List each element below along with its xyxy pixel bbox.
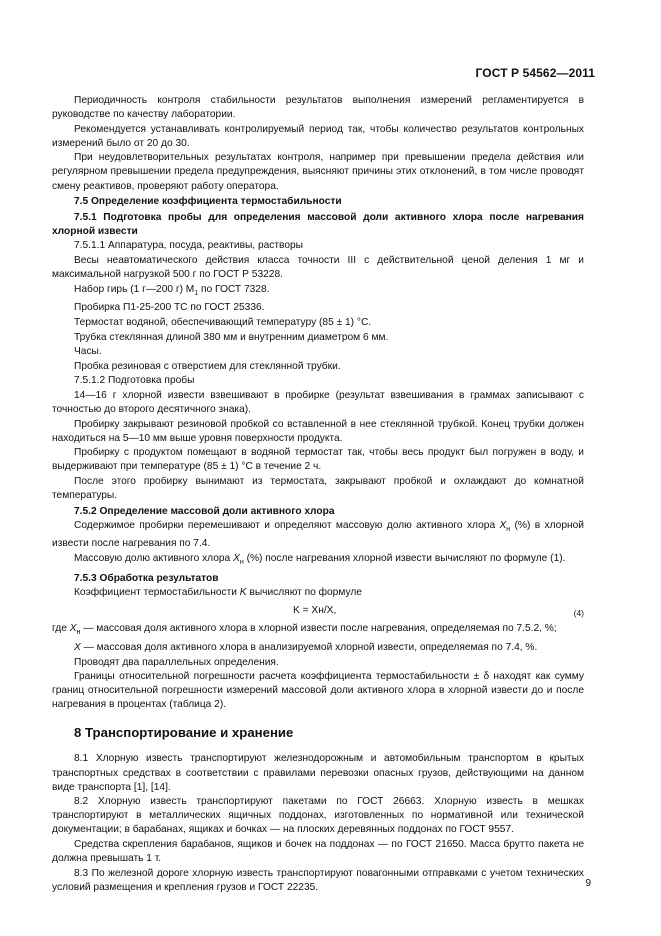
section-heading-7-5-3: 7.5.3 Обработка результатов <box>74 572 219 584</box>
equipment-item: Пробирка П1-25-200 ТС по ГОСТ 25336. <box>74 302 265 314</box>
document-code-header: ГОСТ Р 54562—2011 <box>475 66 595 80</box>
paragraph: Массовую долю активного хлора $X_н$ (%) после нагревания хлорной извести вычисляют по формуле (1). <box>74 552 566 566</box>
equipment-item: Весы неавтоматического действия класса точности III с действительной ценой деления 1 мг и максимальной нагрузкой 500 г по ГОСТ Р 53228. <box>52 255 584 281</box>
paragraph: Содержимое пробирки перемешивают и определяют массовую долю активного хлора $X_н$ (%) в хлорной извести после нагревания по 7.4. <box>52 520 584 550</box>
paragraph: При неудовлетворительных результатах контроля, например при превышении предела действия или регулярном превышении предела предупреждения, выясняют причины этих отклонений, в том числе проводят смену реактивов, проверяют работу оператора. <box>52 152 584 192</box>
paragraph: 8.2 Хлорную известь транспортируют пакетами по ГОСТ 26663. Хлорную известь в мешках транспортируют в металлических ящичных поддонах, изготовленных по нормативной или технической документации; в барабанах, ящиках и бочках — на плоских деревянных поддонах по ГОСТ 9557. <box>52 796 584 836</box>
paragraph: Пробирку закрывают резиновой пробкой со вставленной в нее стеклянной трубкой. Конец трубки должен находиться на 5—10 мм выше уровня поверхности продукта. <box>52 418 584 444</box>
paragraph: Проводят два параллельных определения. <box>74 656 279 668</box>
paragraph: Границы относительной погрешности расчета коэффициента термостабильности ± δ находят как сумму границ относительной погрешности измерений массовой доли активного хлора в хлорной извести до и после нагревания в процентах (таблица 2). <box>52 671 584 711</box>
section-heading-7-5-2: 7.5.2 Определение массовой доли активного хлора <box>74 505 335 517</box>
paragraph: 14—16 г хлорной извести взвешивают в пробирке (результат взвешивания в граммах записывают с точностью до второго десятичного знака). <box>52 389 584 415</box>
section-heading-7-5-1: 7.5.1 Подготовка пробы для определения массовой доли активного хлора после нагревания хлорной извести <box>52 211 584 237</box>
formula-4 <box>52 602 584 620</box>
page-number: 9 <box>585 878 591 889</box>
paragraph: Средства скрепления барабанов, ящиков и бочек на поддонах — по ГОСТ 21650. Масса брутто пакета не должна превышать 1 т. <box>52 839 584 865</box>
paragraph: Периодичность контроля стабильности результатов выполнения измерений регламентируется в руководстве по качеству лаборатории. <box>52 95 584 121</box>
subsection-7-5-1-1: 7.5.1.1 Аппаратура, посуда, реактивы, растворы <box>74 240 304 252</box>
paragraph: Рекомендуется устанавливать контролируемый период так, чтобы количество результатов контрольных измерений было от 20 до 30. <box>52 123 584 149</box>
section-heading-8: 8 Транспортирование и хранение <box>74 725 294 741</box>
paragraph: 8.3 По железной дороге хлорную известь транспортируют повагонными отправками с учетом технических условий размещения и крепления грузов и ГОСТ 22235. <box>52 867 584 893</box>
equipment-item: Часы. <box>74 346 102 358</box>
paragraph: Коэффициент термостабильности K вычисляют по формуле <box>74 587 362 599</box>
formula-text: K = Xн/X, <box>293 605 337 617</box>
section-heading-7-5: 7.5 Определение коэффициента термостабильности <box>74 196 342 208</box>
formula-number: (4) <box>573 608 584 619</box>
subsection-7-5-1-2: 7.5.1.2 Подготовка пробы <box>74 375 195 387</box>
equipment-item: Трубка стеклянная длиной 380 мм и внутренним диаметром 6 мм. <box>74 331 389 343</box>
equipment-item: Набор гирь (1 г—200 г) $М_1$ по ГОСТ 7328. <box>74 283 270 297</box>
paragraph: Пробирку с продуктом помещают в водяной термостат так, чтобы весь продукт был погружен в воду, и выдерживают при температуре (85 ± 1) °С в течение 2 ч. <box>52 447 584 473</box>
where-clause: X — массовая доля активного хлора в анализируемой хлорной извести, определяемая по 7.4, %. <box>74 641 538 653</box>
paragraph: 8.1 Хлорную известь транспортируют железнодорожным и автомобильным транспортом в крытых транспортных средствах в соответствии с правилами перевозки опасных грузов, действующими на данном виде транспорта [1], [14]. <box>52 753 584 793</box>
page-body <box>52 94 584 895</box>
paragraph: После этого пробирку вынимают из термостата, закрывают пробкой и охлаждают до комнатной температуры. <box>52 475 584 502</box>
where-clause: где $X_н$ — массовая доля активного хлора в хлорной извести после нагревания, определяемая по 7.5.2, %; <box>52 623 557 637</box>
equipment-item: Пробка резиновая с отверстием для стеклянной трубки. <box>74 360 341 372</box>
equipment-item: Термостат водяной, обеспечивающий температуру (85 ± 1) °С. <box>74 316 372 328</box>
